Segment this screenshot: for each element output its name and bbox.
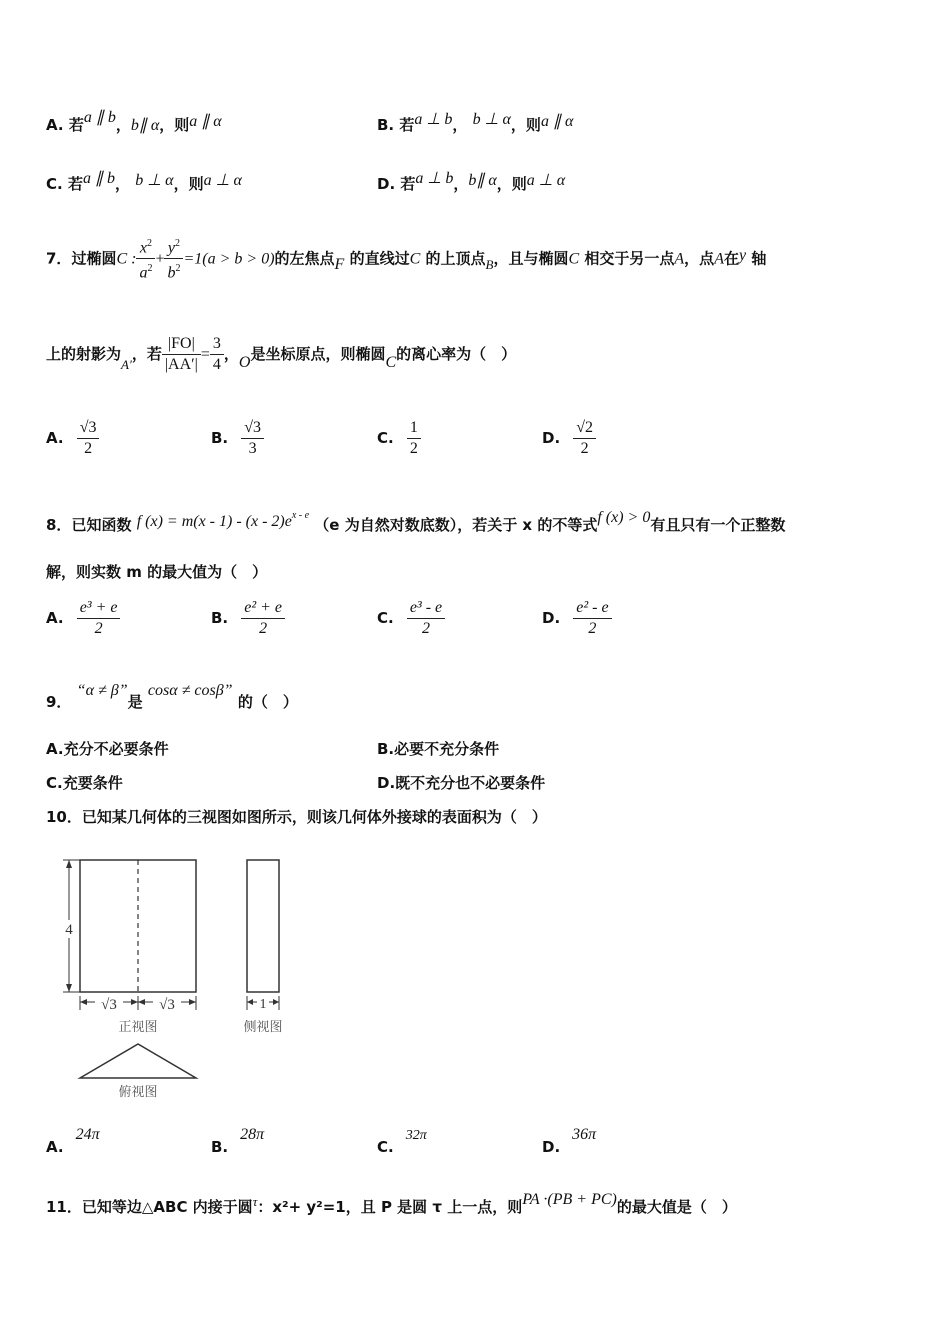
q10-option-b[interactable]: B.28π	[211, 1126, 265, 1156]
q7-stem-line1: 7．过椭圆C : $\frac{x^2}{a^2}$ + $\frac{y^2}{b^2}$ =1(a > b > 0)的左焦点F 的直线过C 的上顶点B，且与椭圆C 相交于另一点A，点A在y 轴	[46, 234, 766, 284]
side-width-label: 1	[259, 997, 267, 1012]
q6-option-b[interactable]: B. 若a ⊥ b， b ⊥ α，则a ∥ α	[377, 111, 574, 134]
height-label: 4	[65, 922, 73, 938]
arrow-down-icon	[66, 984, 72, 992]
front-width-right-label: √3	[159, 997, 175, 1013]
arrow-left-icon	[138, 999, 145, 1005]
arrow-up-icon	[66, 860, 72, 868]
q7-option-c[interactable]: C. $\frac{1}{2}$	[377, 418, 421, 459]
top-view-triangle	[80, 1044, 196, 1078]
front-width-left-label: √3	[101, 997, 117, 1013]
three-view-figure	[55, 850, 305, 1100]
q10-option-a[interactable]: A.24π	[46, 1126, 100, 1156]
arrow-left-icon	[247, 999, 253, 1005]
q6-option-d[interactable]: D. 若a ⊥ b，b∥ α，则a ⊥ α	[377, 170, 566, 193]
q7-option-d[interactable]: D. $\frac{√2}{2}$	[542, 418, 596, 459]
front-view-caption: 正视图	[118, 1020, 158, 1035]
q6-option-a[interactable]: A. 若a ∥ b，b∥ α，则a ∥ α	[46, 109, 222, 134]
arrow-right-icon	[273, 999, 279, 1005]
q9-option-b[interactable]: B.必要不充分条件	[377, 740, 500, 758]
q9-option-d[interactable]: D.既不充分也不必要条件	[377, 774, 546, 792]
q7-stem-line2: 上的射影为A′，若 $\frac{|FO|}{|AA'|}$ = $\frac{3}{4}$ ，O是坐标原点，则椭圆C的离心率为（ ）	[46, 335, 517, 373]
arrow-right-icon	[131, 999, 138, 1005]
q10-stem: 10．已知某几何体的三视图如图所示，则该几何体外接球的表面积为（ ）	[46, 808, 547, 826]
q7-option-b[interactable]: B. $\frac{√3}{3}$	[211, 418, 264, 459]
side-view-caption: 侧视图	[243, 1020, 283, 1035]
q8-option-d[interactable]: D. $\frac{\text{e² - e}}{2}$	[542, 598, 612, 639]
q8-option-a[interactable]: A. $\frac{\text{e³ + e}}{2}$	[46, 598, 120, 639]
top-view-caption: 俯视图	[118, 1085, 158, 1100]
arrow-right-icon	[189, 999, 196, 1005]
q8-option-c[interactable]: C. $\frac{\text{e³ - e}}{2}$	[377, 598, 445, 639]
q9-option-c[interactable]: C.充要条件	[46, 774, 123, 792]
q11-stem: 11．已知等边△ABC 内接于圆τ：x²+ y²=1，且 P 是圆 τ 上一点，则PA ·(PB + PC)的最大值是（ ）	[46, 1191, 737, 1216]
q6-option-c[interactable]: C. 若a ∥ b， b ⊥ α，则a ⊥ α	[46, 170, 242, 193]
q7-option-a[interactable]: A. $\frac{√3}{2}$	[46, 418, 99, 459]
side-view-rect	[247, 860, 279, 992]
arrow-left-icon	[80, 999, 87, 1005]
q8-stem-line1: 8．已知函数 f $(x) = m(x - 1) - (x - 2)e^{x - e}$ （e 为自然对数底数），若关于 x 的不等式f (x) > 0有且只有一个正整数	[46, 509, 786, 534]
q8-option-b[interactable]: B. $\frac{\text{e² + e}}{2}$	[211, 598, 285, 639]
q8-stem-line2: 解，则实数 m 的最大值为（ ）	[46, 563, 268, 581]
q10-option-d[interactable]: D.36π	[542, 1126, 597, 1156]
q9-option-a[interactable]: A.充分不必要条件	[46, 740, 169, 758]
q10-option-c[interactable]: C.32π	[377, 1128, 427, 1156]
q9-stem: 9． “α ≠ β”是 cosα ≠ cosβ” 的（ ）	[46, 682, 298, 711]
